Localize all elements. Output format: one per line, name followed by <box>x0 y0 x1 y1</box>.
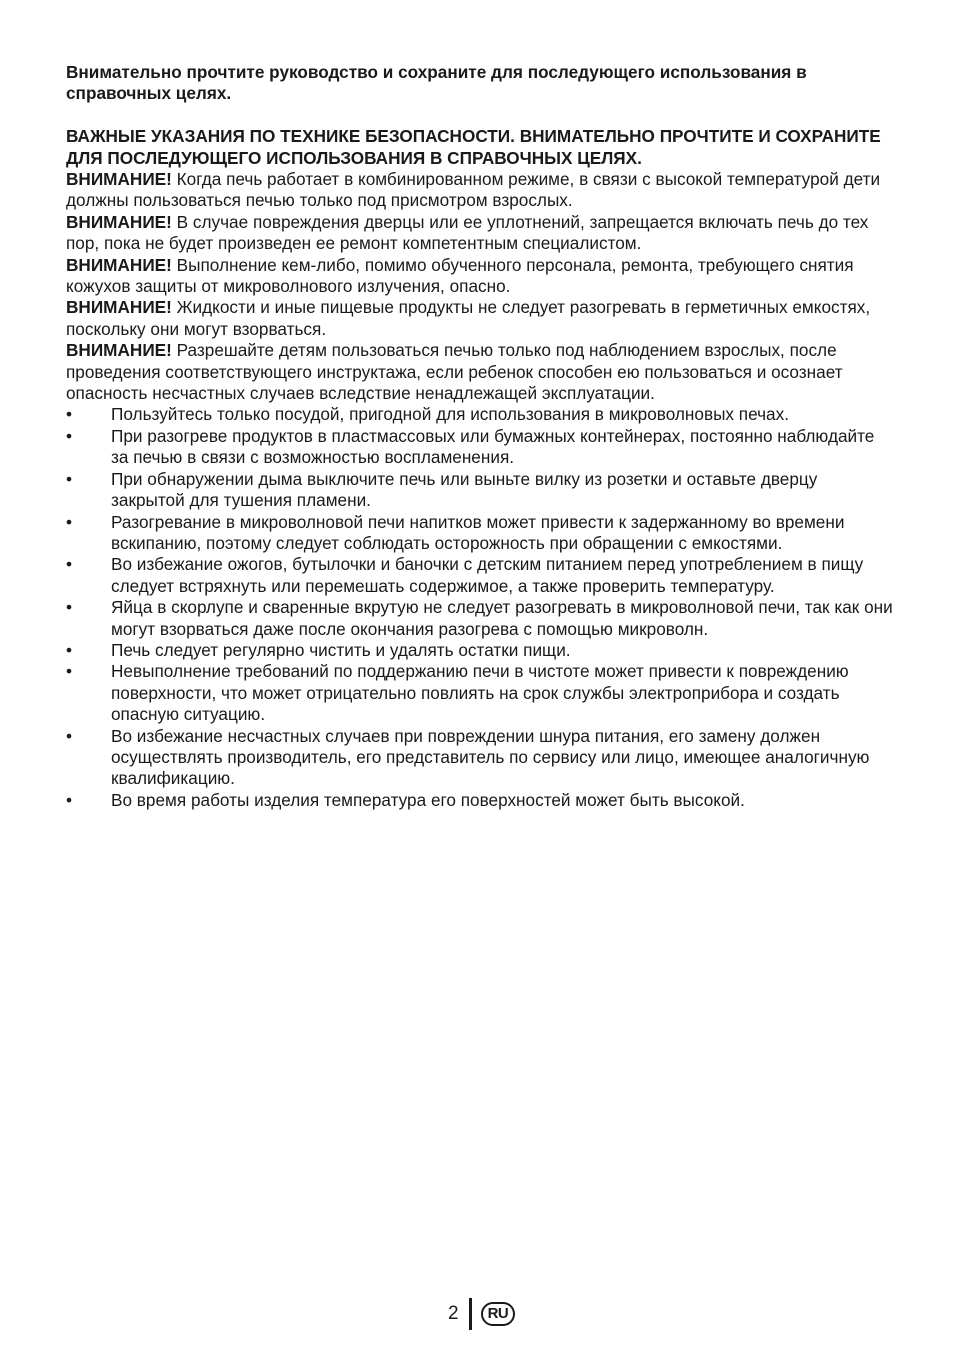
list-item-text: Пользуйтесь только посудой, пригодной для использования в микроволновых печах. <box>111 404 789 425</box>
list-item <box>66 597 894 640</box>
list-item-text: Яйца в скорлупе и сваренные вкрутую не следует разогревать в микроволновой печи, так как они могут взорваться даже после окончания разогрева с помощью микроволн. <box>111 597 893 639</box>
intro-note: Внимательно прочтите руководство и сохраните для последующего использования в справочных целях. <box>66 62 807 104</box>
footer-divider <box>469 1298 472 1330</box>
list-item-text: Невыполнение требований по поддержанию печи в чистоте может привести к повреждению поверхности, что может отрицательно повлиять на срок службы электроприбора и создать опасную ситуацию. <box>111 661 849 725</box>
list-item <box>66 512 894 555</box>
list-item <box>66 790 894 811</box>
bullet-icon: • <box>66 725 73 746</box>
list-item-text: Во избежание несчастных случаев при повреждении шнура питания, его замену должен осуществлять производитель, его представитель по сервису или лицо, имеющее аналогичную квалификацию. <box>111 725 870 789</box>
warning-paragraph <box>66 297 894 340</box>
bullet-icon: • <box>66 554 73 575</box>
warning-lead: ВНИМАНИЕ! <box>66 297 172 318</box>
warning-paragraph <box>66 340 894 404</box>
list-item <box>66 726 894 790</box>
list-item-text: Разогревание в микроволновой печи напитков может привести к задержанному во времени вскипанию, поэтому следует соблюдать осторожность при обращении с емкостями. <box>111 511 845 553</box>
list-item <box>66 554 894 597</box>
warning-paragraph <box>66 212 894 255</box>
warning-text: Когда печь работает в комбинированном режиме, в связи с высокой температурой дети должны пользоваться печью только под присмотром взрослых. <box>66 169 881 211</box>
list-item-text: При разогреве продуктов в пластмассовых или бумажных контейнерах, постоянно наблюдайте за печью в связи с возможностью воспламенения. <box>111 425 875 468</box>
bullet-icon: • <box>66 789 73 810</box>
warning-text: Выполнение кем-либо, помимо обученного персонала, ремонта, требующего снятия кожухов защиты от микроволнового излучения, опасно. <box>66 254 854 297</box>
warning-lead: ВНИМАНИЕ! <box>66 169 172 190</box>
bullet-icon: • <box>66 404 73 425</box>
warning-paragraph <box>66 169 894 212</box>
warning-paragraph <box>66 255 894 298</box>
page-footer <box>448 1297 515 1331</box>
list-item <box>66 640 894 661</box>
list-item-text: Во время работы изделия температура его поверхностей может быть высокой. <box>111 789 745 810</box>
bullet-icon: • <box>66 468 73 489</box>
list-item-text: Печь следует регулярно чистить и удалять остатки пищи. <box>111 639 571 660</box>
warning-text: Разрешайте детям пользоваться печью только под наблюдением взрослых, после проведения соответствующего инструктажа, если ребенок способен ею пользоваться и осознает опасность несчастных случаев вследствие ненадлежащей эксплуатации. <box>66 340 843 404</box>
page-number: 2 <box>448 1303 459 1324</box>
bullet-icon: • <box>66 597 73 618</box>
warning-text: Жидкости и иные пищевые продукты не следует разогревать в герметичных емкостях, поскольку они могут взорваться. <box>66 297 871 339</box>
bullet-icon: • <box>66 511 73 532</box>
warning-text: В случае повреждения дверцы или ее уплотнений, запрещается включать печь до тех пор, пока не будет произведен ее ремонт компетентным специалистом. <box>66 211 869 254</box>
list-item <box>66 469 894 512</box>
bullet-icon: • <box>66 425 73 446</box>
language-badge: RU <box>481 1302 516 1326</box>
safety-bullet-list <box>66 404 894 811</box>
bullet-icon: • <box>66 661 73 682</box>
list-item-text: Во избежание ожогов, бутылочки и баночки с детским питанием перед употреблением в пищу следует встряхнуть или перемешать содержимое, а также проверить температуру. <box>111 554 864 596</box>
document-body <box>66 62 894 811</box>
safety-heading: ВАЖНЫЕ УКАЗАНИЯ ПО ТЕХНИКЕ БЕЗОПАСНОСТИ. ВНИМАТЕЛЬНО ПРОЧТИТЕ И СОХРАНИТЕ ДЛЯ ПОСЛЕДУЮЩЕГО ИСПОЛЬЗОВАНИЯ В СПРАВОЧНЫХ ЦЕЛЯХ. <box>66 126 881 168</box>
warnings-list <box>66 169 894 404</box>
warning-lead: ВНИМАНИЕ! <box>66 340 172 361</box>
warning-lead: ВНИМАНИЕ! <box>66 254 172 275</box>
list-item-text: При обнаружении дыма выключите печь или выньте вилку из розетки и оставьте дверцу закрытой для тушения пламени. <box>111 468 818 511</box>
list-item <box>66 426 894 469</box>
warning-lead: ВНИМАНИЕ! <box>66 211 172 232</box>
list-item <box>66 661 894 725</box>
list-item <box>66 404 894 425</box>
bullet-icon: • <box>66 639 73 660</box>
